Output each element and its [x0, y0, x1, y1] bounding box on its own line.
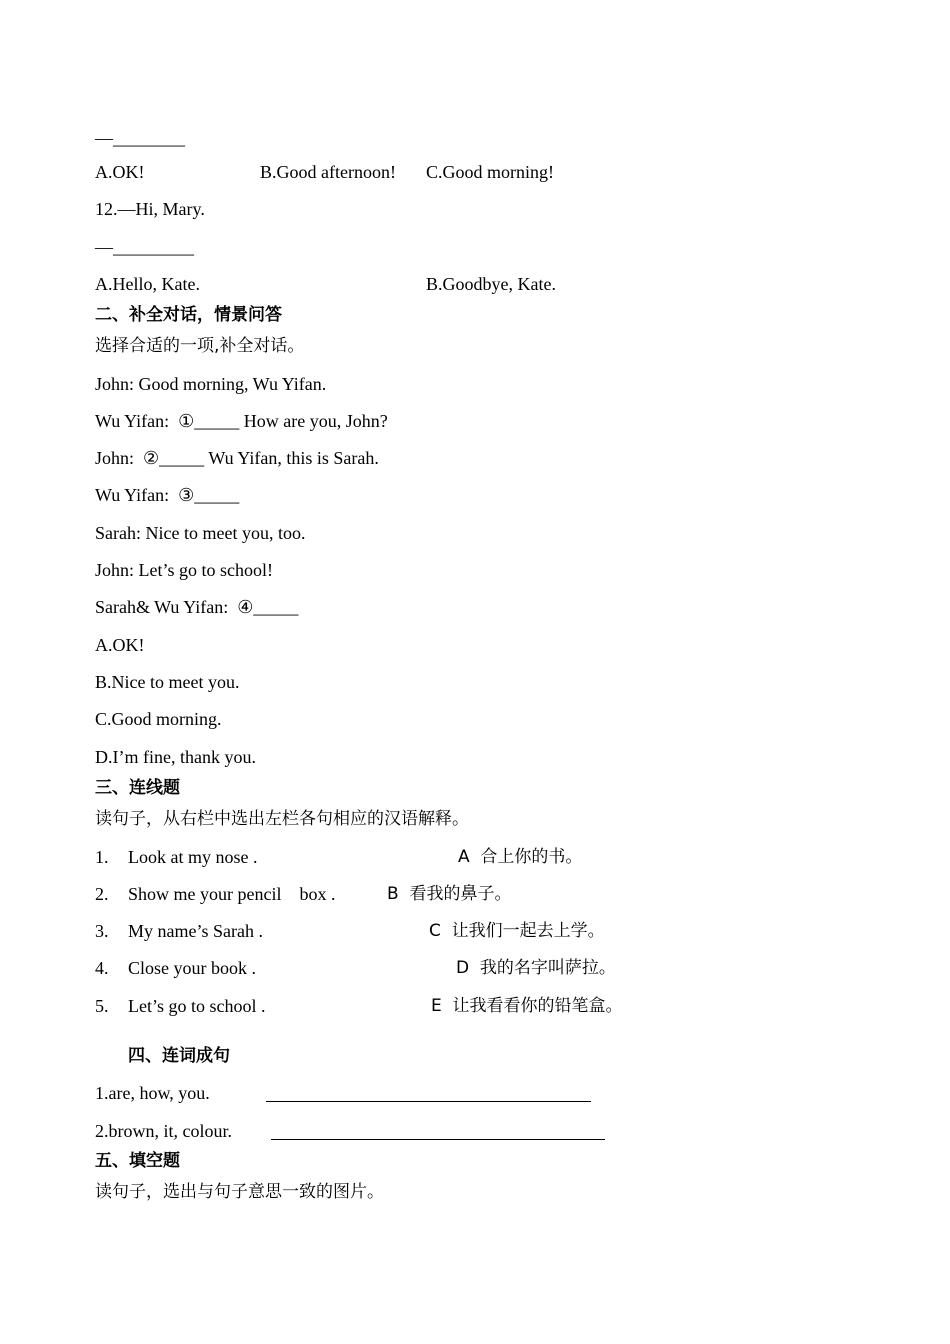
- match-left-number: 2.: [95, 884, 109, 904]
- section3-heading: 三、连线题: [95, 778, 180, 798]
- match-left-number: 5.: [95, 996, 109, 1016]
- match-left-sentence[interactable]: Let’s go to school .: [128, 996, 266, 1016]
- dialog-line[interactable]: John: ②_____ Wu Yifan, this is Sarah.: [95, 448, 379, 468]
- dialog-option[interactable]: D.I’m fine, thank you.: [95, 747, 256, 767]
- section5-heading: 五、填空题: [95, 1151, 180, 1171]
- q12-answer-blank[interactable]: —_________: [95, 237, 194, 257]
- match-left-sentence[interactable]: Show me your pencil box .: [128, 884, 336, 904]
- match-left-number: 4.: [95, 958, 109, 978]
- answer-line[interactable]: [271, 1123, 605, 1140]
- section2-heading: 二、补全对话，情景问答: [95, 305, 282, 325]
- q12-option-b[interactable]: B.Goodbye, Kate.: [426, 274, 556, 294]
- dialog-line[interactable]: Sarah& Wu Yifan: ④_____: [95, 597, 299, 617]
- dialog-option[interactable]: B.Nice to meet you.: [95, 672, 240, 692]
- match-right-option[interactable]: B 看我的鼻子。: [387, 884, 512, 904]
- q11-option-a[interactable]: A.OK!: [95, 162, 145, 182]
- section5-instruction: 读句子，选出与句子意思一致的图片。: [95, 1182, 384, 1202]
- q12-prompt: 12.—Hi, Mary.: [95, 199, 205, 219]
- q11-answer-blank[interactable]: —________: [95, 128, 185, 148]
- q12-option-a[interactable]: A.Hello, Kate.: [95, 274, 200, 294]
- sentence-words: 2.brown, it, colour.: [95, 1121, 232, 1141]
- section2-instruction: 选择合适的一项,补全对话。: [95, 336, 305, 356]
- match-right-option[interactable]: E 让我看看你的铅笔盒。: [431, 996, 623, 1016]
- match-left-sentence[interactable]: Look at my nose .: [128, 847, 258, 867]
- q11-option-b[interactable]: B.Good afternoon!: [260, 162, 396, 182]
- sentence-words: 1.are, how, you.: [95, 1083, 210, 1103]
- match-left-sentence[interactable]: Close your book .: [128, 958, 256, 978]
- dialog-option[interactable]: C.Good morning.: [95, 709, 222, 729]
- dialog-line: John: Let’s go to school!: [95, 560, 273, 580]
- answer-line[interactable]: [266, 1085, 591, 1102]
- dialog-line: Sarah: Nice to meet you, too.: [95, 523, 306, 543]
- dialog-line[interactable]: Wu Yifan: ①_____ How are you, John?: [95, 411, 388, 431]
- match-right-option[interactable]: C 让我们一起去上学。: [429, 921, 605, 941]
- q11-option-c[interactable]: C.Good morning!: [426, 162, 554, 182]
- dialog-option[interactable]: A.OK!: [95, 635, 145, 655]
- dialog-line[interactable]: Wu Yifan: ③_____: [95, 485, 240, 505]
- match-left-sentence[interactable]: My name’s Sarah .: [128, 921, 263, 941]
- match-right-option[interactable]: A 合上你的书。: [458, 847, 583, 867]
- match-right-option[interactable]: D 我的名字叫萨拉。: [456, 958, 616, 978]
- match-left-number: 3.: [95, 921, 109, 941]
- section4-heading: 四、连词成句: [128, 1046, 230, 1066]
- match-left-number: 1.: [95, 847, 109, 867]
- dialog-line: John: Good morning, Wu Yifan.: [95, 374, 327, 394]
- section3-instruction: 读句子，从右栏中选出左栏各句相应的汉语解释。: [95, 809, 469, 829]
